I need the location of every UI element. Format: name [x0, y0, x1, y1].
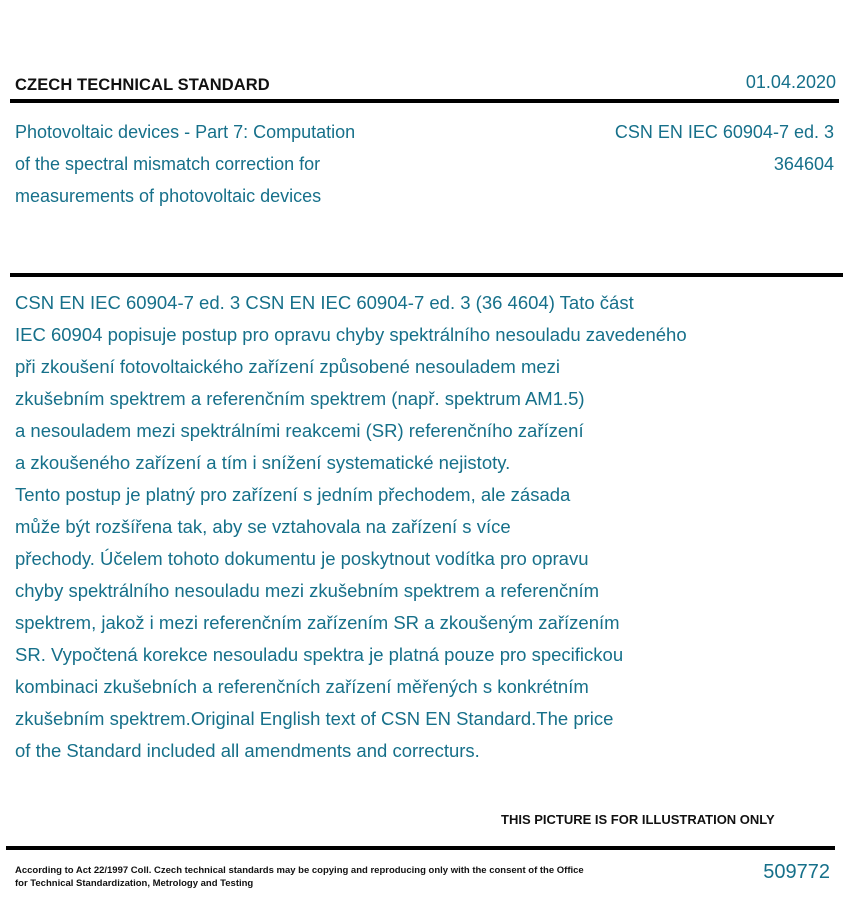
- document-number: 509772: [763, 861, 830, 883]
- abstract-line: zkušebním spektrem.Original English text of CSN EN Standard.The price: [15, 708, 614, 729]
- abstract-line: Tento postup je platný pro zařízení s jedním přechodem, ale zásada: [15, 484, 571, 505]
- abstract-text: [15, 287, 815, 767]
- copyright-notice: [15, 865, 595, 890]
- document-title-line: measurements of photovoltaic devices: [15, 186, 322, 206]
- footer-divider: [6, 846, 835, 850]
- abstract-line: SR. Vypočtená korekce nesouladu spektra je platná pouze pro specifickou: [15, 644, 624, 665]
- document-code: [615, 116, 834, 180]
- document-title: [15, 116, 455, 212]
- abstract-line: při zkoušení fotovoltaického zařízení způsobené nesouladem mezi: [15, 356, 561, 377]
- section-divider: [10, 273, 843, 277]
- classification-number: 364604: [773, 154, 834, 174]
- publication-date: 01.04.2020: [745, 72, 836, 92]
- abstract-line: a zkoušeného zařízení a tím i snížení systematické nejistoty.: [15, 452, 511, 473]
- abstract-line: IEC 60904 popisuje postup pro opravu chyby spektrálního nesouladu zavedeného: [15, 324, 687, 345]
- abstract-line: přechody. Účelem tohoto dokumentu je poskytnout vodítka pro opravu: [15, 548, 589, 569]
- document-title-line: Photovoltaic devices - Part 7: Computation: [15, 122, 356, 142]
- abstract-line: CSN EN IEC 60904-7 ed. 3 CSN EN IEC 60904-7 ed. 3 (36 4604) Tato část: [15, 292, 634, 313]
- header-divider: [10, 99, 839, 103]
- abstract-line: kombinaci zkušebních a referenčních zařízení měřených s konkrétním: [15, 676, 589, 697]
- standard-type-heading: CZECH TECHNICAL STANDARD: [15, 76, 270, 94]
- abstract-line: chyby spektrálního nesouladu mezi zkušebním spektrem a referenčním: [15, 580, 600, 601]
- copyright-notice-line: According to Act 22/1997 Coll. Czech technical standards may be copying and reproducing only with the consent of the Office: [15, 865, 584, 876]
- abstract-line: zkušebním spektrem a referenčním spektrem (např. spektrum AM1.5): [15, 388, 585, 409]
- abstract-line: může být rozšířena tak, aby se vztahovala na zařízení s více: [15, 516, 511, 537]
- document-title-line: of the spectral mismatch correction for: [15, 154, 321, 174]
- illustration-disclaimer: THIS PICTURE IS FOR ILLUSTRATION ONLY: [501, 812, 775, 827]
- copyright-notice-line: for Technical Standardization, Metrology and Testing: [15, 877, 254, 889]
- standard-designation: CSN EN IEC 60904-7 ed. 3: [614, 122, 834, 142]
- abstract-line: of the Standard included all amendments and correcturs.: [15, 740, 480, 761]
- abstract-line: a nesouladem mezi spektrálními reakcemi (SR) referenčního zařízení: [15, 420, 584, 441]
- abstract-line: spektrem, jakož i mezi referenčním zařízením SR a zkoušeným zařízením: [15, 612, 620, 633]
